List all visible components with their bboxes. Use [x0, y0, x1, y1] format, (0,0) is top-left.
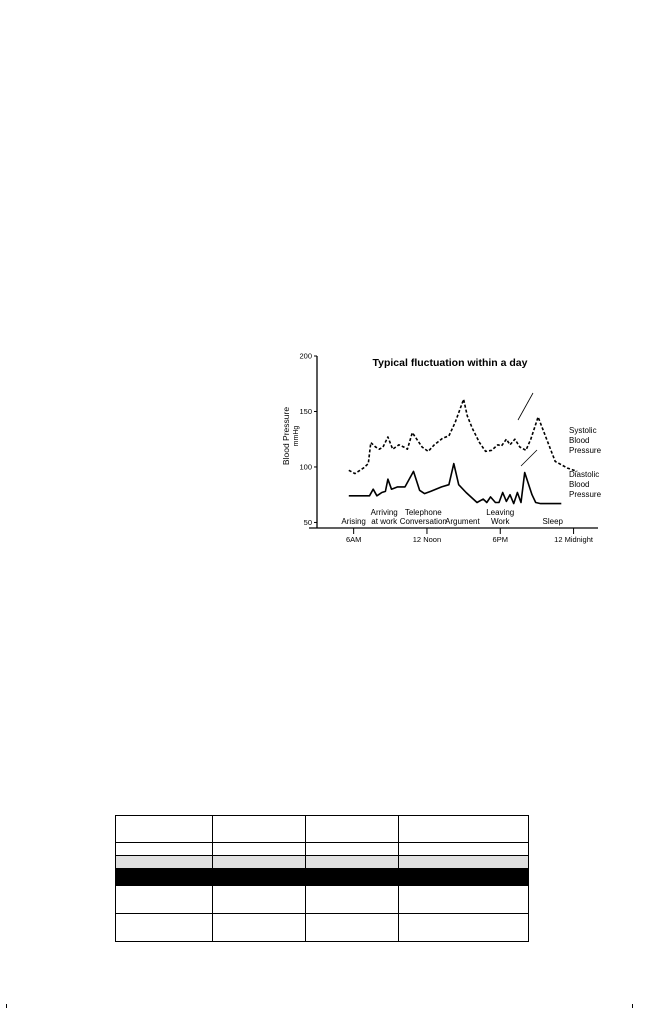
- table-row: [116, 856, 529, 869]
- legend-label-diastolic: Diastolic: [569, 470, 600, 479]
- table-cell: [399, 886, 529, 914]
- table-cell: [399, 843, 529, 856]
- event-label: Work: [490, 517, 510, 526]
- y-tick-label: 50: [303, 517, 312, 527]
- legend-label-systolic: Pressure: [569, 446, 602, 455]
- table-cell: [213, 843, 306, 856]
- labels-layer: [341, 393, 601, 526]
- event-label: Arising: [341, 517, 366, 526]
- legend-label-diastolic: Pressure: [569, 490, 602, 499]
- legend-leader-line: [521, 450, 537, 466]
- y-axis-unit: mmHg: [293, 425, 300, 447]
- x-tick-label: 6AM: [345, 535, 362, 544]
- event-label: Sleep: [542, 517, 564, 526]
- table-cell: [399, 856, 529, 869]
- table-row: [116, 843, 529, 856]
- table-cell: [306, 816, 399, 843]
- page-mark-left: [6, 1004, 7, 1008]
- table-cell: [213, 914, 306, 942]
- table-cell: [399, 869, 529, 886]
- blood-pressure-table: [115, 815, 529, 942]
- series-layer: [349, 399, 577, 503]
- table-cell: [213, 816, 306, 843]
- table-cell: [399, 816, 529, 843]
- table-cell: [116, 856, 213, 869]
- table-row: [116, 886, 529, 914]
- event-label: Telephone: [404, 508, 442, 517]
- diastolic-series-line: [349, 464, 562, 504]
- event-label: at work: [371, 517, 398, 526]
- table-body: [116, 816, 529, 942]
- table-cell: [116, 816, 213, 843]
- event-label: Conversation: [399, 517, 447, 526]
- table-cell: [116, 869, 213, 886]
- y-tick-label: 150: [299, 406, 312, 416]
- table-cell: [213, 886, 306, 914]
- y-tick-label: 200: [299, 351, 312, 361]
- event-label: Leaving: [486, 508, 515, 517]
- table-row: [116, 914, 529, 942]
- table-cell: [306, 856, 399, 869]
- legend-label-diastolic: Blood: [569, 480, 590, 489]
- chart-axes: [299, 352, 598, 545]
- y-tick-label: 100: [299, 462, 312, 472]
- table-cell: [116, 843, 213, 856]
- y-axis-title: Blood Pressure: [281, 406, 291, 466]
- x-tick-label: 12 Noon: [412, 535, 442, 544]
- legend-label-systolic: Systolic: [569, 426, 597, 435]
- table-cell: [306, 886, 399, 914]
- chart-title: Typical fluctuation within a day: [372, 357, 528, 369]
- legend-leader-line: [518, 393, 533, 420]
- event-label: Argument: [445, 517, 480, 526]
- table-cell: [306, 914, 399, 942]
- table-cell: [116, 914, 213, 942]
- table-row: [116, 816, 529, 843]
- table-row: [116, 869, 529, 886]
- y-axis-title-group: [281, 407, 300, 465]
- table-cell: [213, 856, 306, 869]
- x-tick-label: 6PM: [492, 535, 508, 544]
- table-cell: [399, 914, 529, 942]
- table-cell: [306, 843, 399, 856]
- event-label: Arriving: [370, 508, 398, 517]
- legend-label-systolic: Blood: [569, 436, 590, 445]
- table-cell: [116, 886, 213, 914]
- systolic-series-line: [349, 399, 577, 473]
- table-cell: [213, 869, 306, 886]
- page-mark-right: [632, 1004, 633, 1008]
- table-cell: [306, 869, 399, 886]
- x-tick-label: 12 Midnight: [554, 535, 593, 544]
